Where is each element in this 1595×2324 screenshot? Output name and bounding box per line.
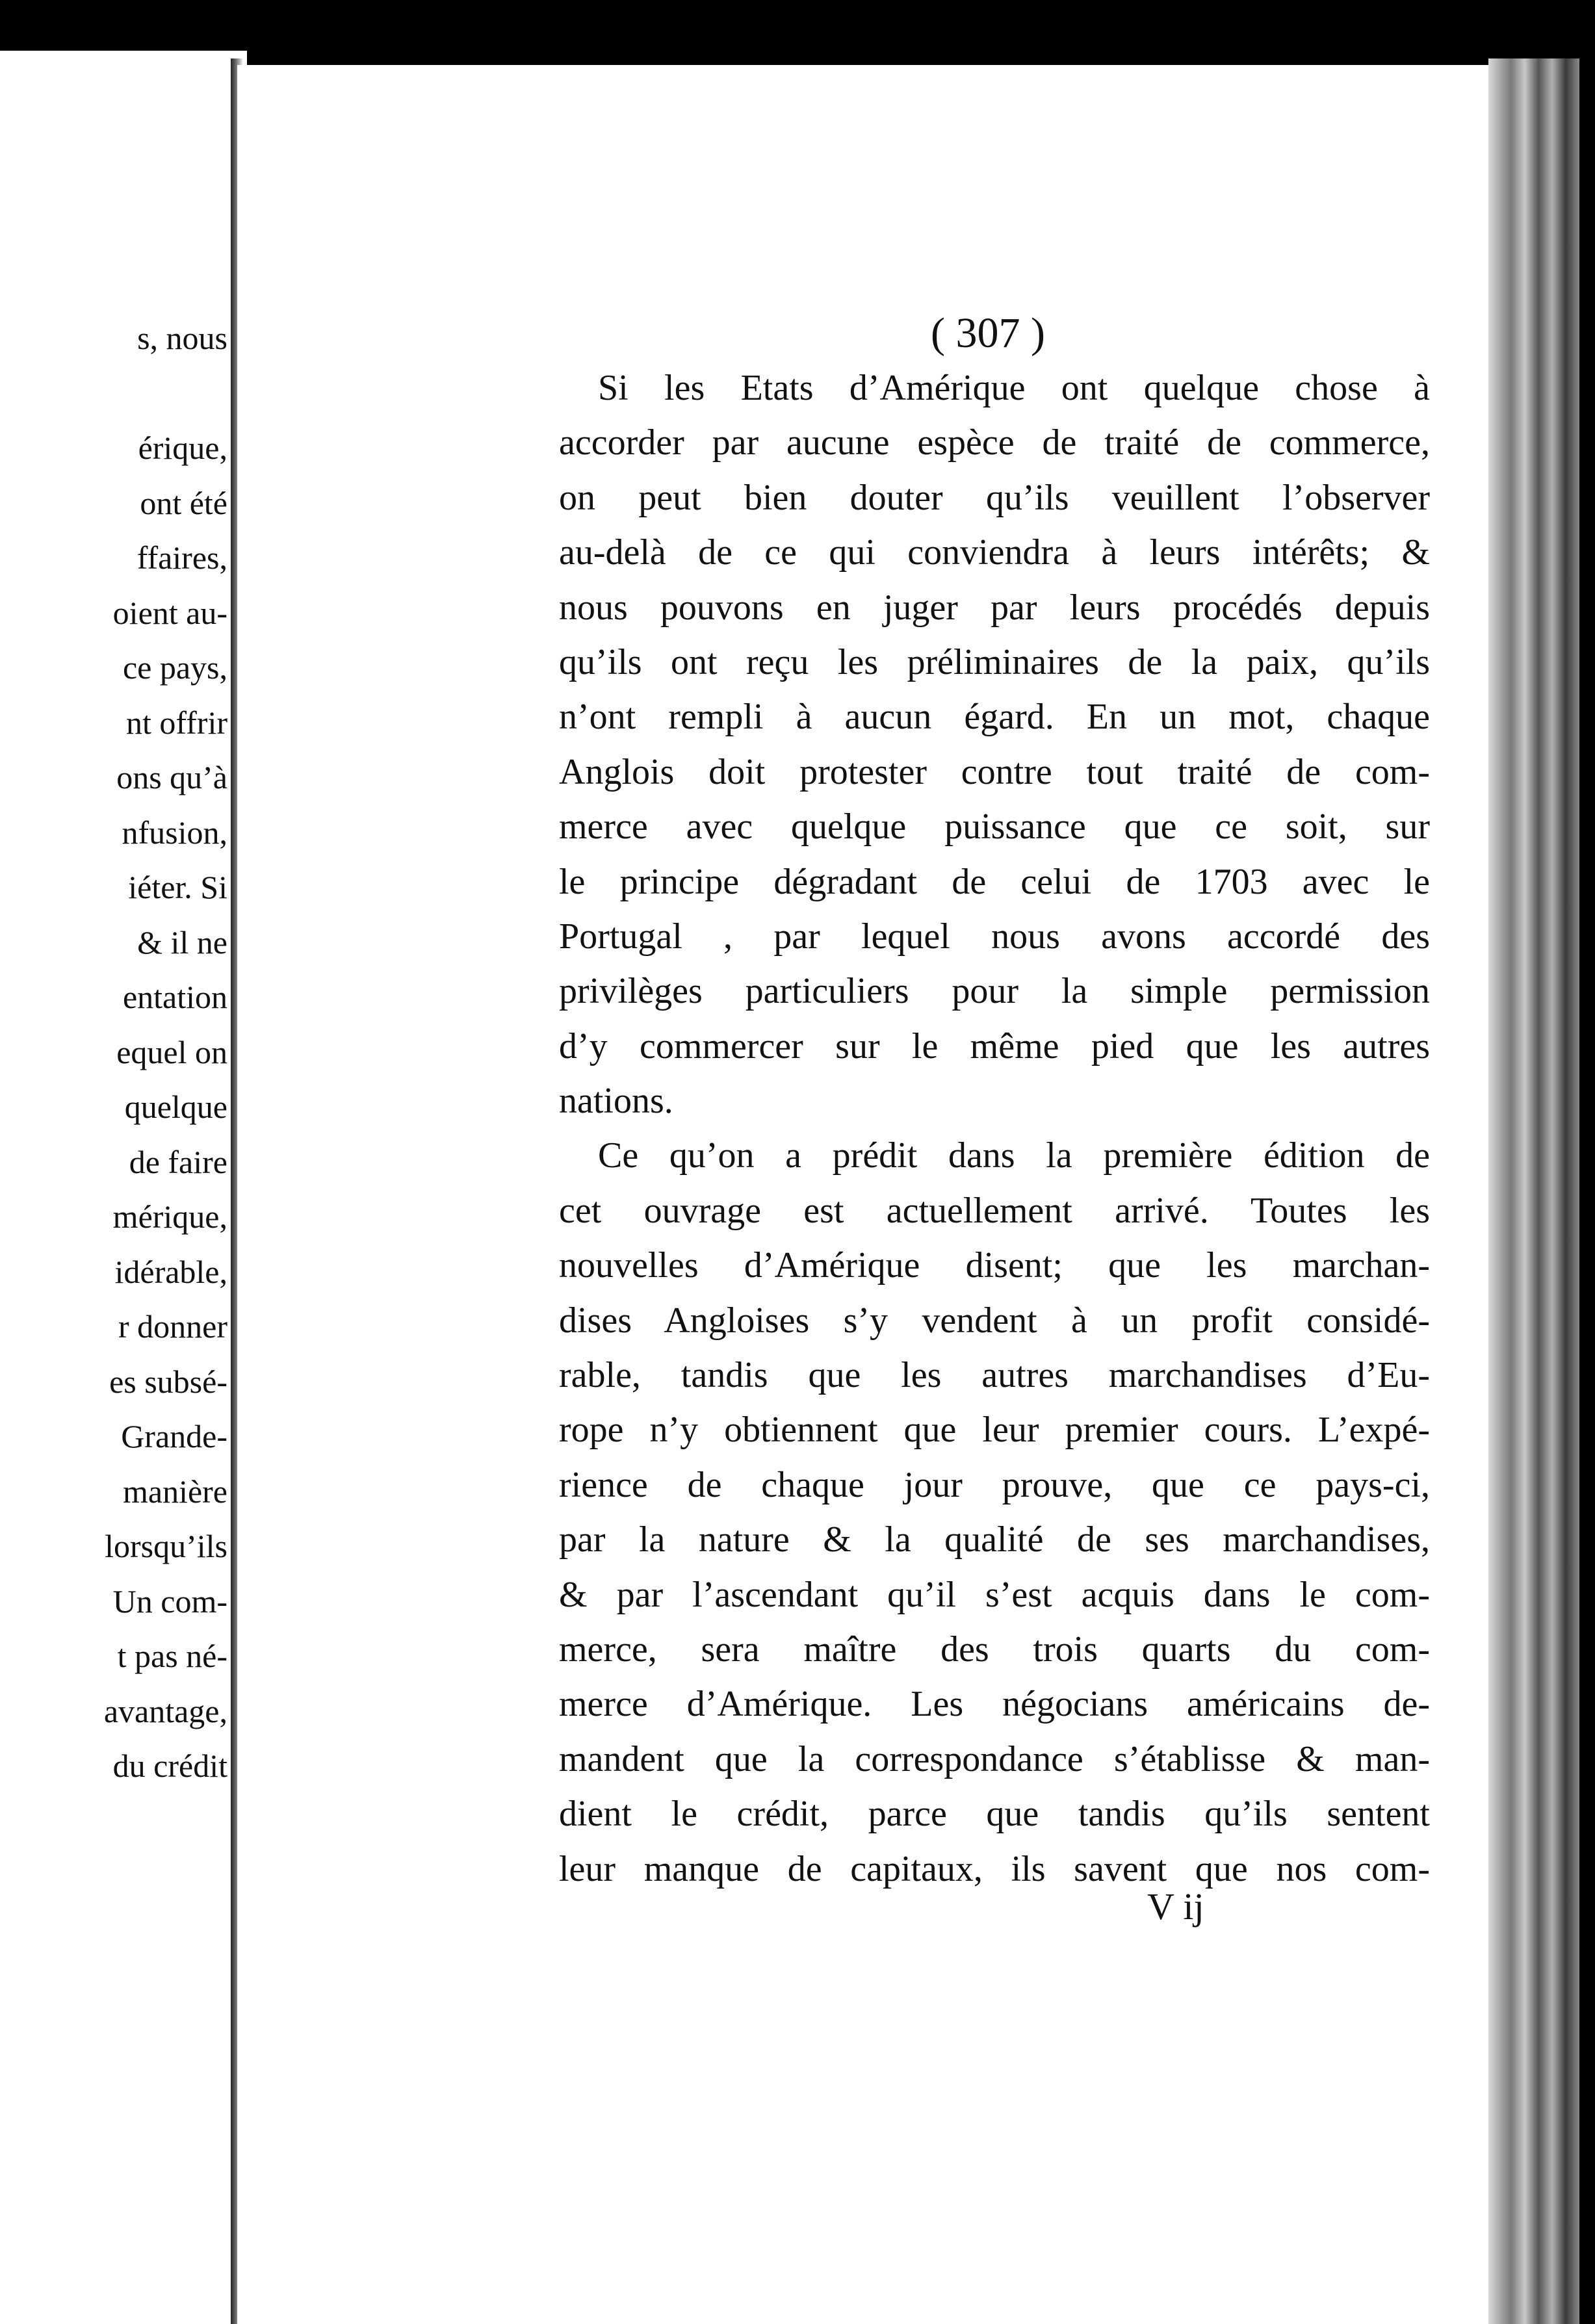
text-line: dises Angloises s’y vendent à un profit considé- bbox=[559, 1300, 1430, 1341]
text-line: Anglois doit protester contre tout traité de com- bbox=[559, 751, 1430, 792]
left-text-line: Grande- bbox=[121, 1418, 227, 1454]
left-text-line: ce pays, bbox=[122, 649, 227, 686]
text-line: Si les Etats d’Amérique ont quelque chose à bbox=[598, 368, 1430, 408]
text-line: merce d’Amérique. Les négocians américains de- bbox=[559, 1684, 1430, 1725]
text-line: merce avec quelque puissance que ce soit, sur bbox=[559, 807, 1430, 847]
page-number: ( 307 ) bbox=[931, 309, 1045, 357]
left-text-line: du crédit bbox=[112, 1748, 227, 1784]
left-text-line: érique, bbox=[138, 430, 227, 466]
text-line: par la nature & la qualité de ses marchandises, bbox=[559, 1519, 1430, 1560]
left-text-line: lorsqu’ils bbox=[105, 1528, 227, 1564]
text-line: rience de chaque jour prouve, que ce pays-ci, bbox=[559, 1464, 1430, 1505]
left-text-line: mérique, bbox=[112, 1198, 227, 1235]
text-line: dient le crédit, parce que tandis qu’ils sentent bbox=[559, 1794, 1430, 1835]
left-text-line: manière bbox=[122, 1473, 227, 1510]
left-text-line: avantage, bbox=[103, 1692, 227, 1729]
text-line: merce, sera maître des trois quarts du com- bbox=[559, 1629, 1430, 1670]
left-facing-page bbox=[0, 51, 247, 2324]
text-line: leur manque de capitaux, ils savent que nos com- bbox=[559, 1848, 1430, 1889]
text-line: nous pouvons en juger par leurs procédés depuis bbox=[559, 587, 1430, 628]
signature-mark: V ij bbox=[1147, 1885, 1204, 1928]
text-line: qu’ils ont reçu les préliminaires de la paix, qu’ils bbox=[559, 641, 1430, 682]
text-line: privilèges particuliers pour la simple permission bbox=[559, 971, 1430, 1012]
text-line: Ce qu’on a prédit dans la première édition de bbox=[598, 1135, 1430, 1176]
main-page bbox=[237, 65, 1527, 2324]
left-text-line: & il ne bbox=[137, 923, 227, 961]
book-edge bbox=[1488, 58, 1579, 2324]
text-line: au-delà de ce qui conviendra à leurs intérêts; & bbox=[559, 532, 1430, 573]
text-line: cet ouvrage est actuellement arrivé. Toutes les bbox=[559, 1190, 1430, 1231]
text-line: rope n’y obtiennent que leur premier cours. L’expé- bbox=[559, 1410, 1430, 1451]
left-text-line bbox=[104, 366, 227, 421]
text-line: le principe dégradant de celui de 1703 avec le bbox=[559, 861, 1430, 902]
page-body-text bbox=[559, 361, 1430, 1896]
left-text-line: quelque bbox=[124, 1089, 227, 1125]
left-text-line: iéter. Si bbox=[128, 869, 227, 905]
left-text-line: Un com- bbox=[112, 1582, 227, 1620]
left-text-line: ons qu’à bbox=[116, 759, 227, 795]
left-text-line: s, nous bbox=[137, 320, 227, 356]
text-line: n’ont rempli à aucun égard. En un mot, chaque bbox=[559, 697, 1430, 738]
text-line: Portugal , par lequel nous avons accordé des bbox=[559, 916, 1430, 957]
left-text-line: idérable, bbox=[114, 1253, 227, 1290]
left-text-line: nt offrir bbox=[126, 704, 227, 741]
left-text-line: oient au- bbox=[112, 594, 227, 631]
text-line: & par l’ascendant qu’il s’est acquis dans le com- bbox=[559, 1574, 1430, 1615]
left-text-line: ffaires, bbox=[136, 539, 227, 576]
left-text-line: es subsé- bbox=[109, 1363, 227, 1400]
left-text-line: t pas né- bbox=[117, 1638, 227, 1674]
text-line: accorder par aucune espèce de traité de commerce, bbox=[559, 422, 1430, 463]
text-line: rable, tandis que les autres marchandises d’Eu- bbox=[559, 1355, 1430, 1396]
left-text-line: ont été bbox=[140, 484, 227, 521]
left-text-line: nfusion, bbox=[122, 814, 227, 851]
text-line: d’y commercer sur le même pied que les autres bbox=[559, 1026, 1430, 1066]
left-page-text bbox=[104, 311, 227, 1794]
left-text-line: equel on bbox=[116, 1033, 227, 1070]
text-line: nouvelles d’Amérique disent; que les marchan- bbox=[559, 1245, 1430, 1286]
text-line: on peut bien douter qu’ils veuillent l’observer bbox=[559, 477, 1430, 518]
left-text-line: de faire bbox=[129, 1143, 227, 1180]
text-line: nations. bbox=[559, 1081, 673, 1122]
left-text-line: entation bbox=[122, 979, 227, 1015]
text-line: mandent que la correspondance s’établisse & man- bbox=[559, 1738, 1430, 1779]
left-text-line: r donner bbox=[118, 1308, 227, 1345]
